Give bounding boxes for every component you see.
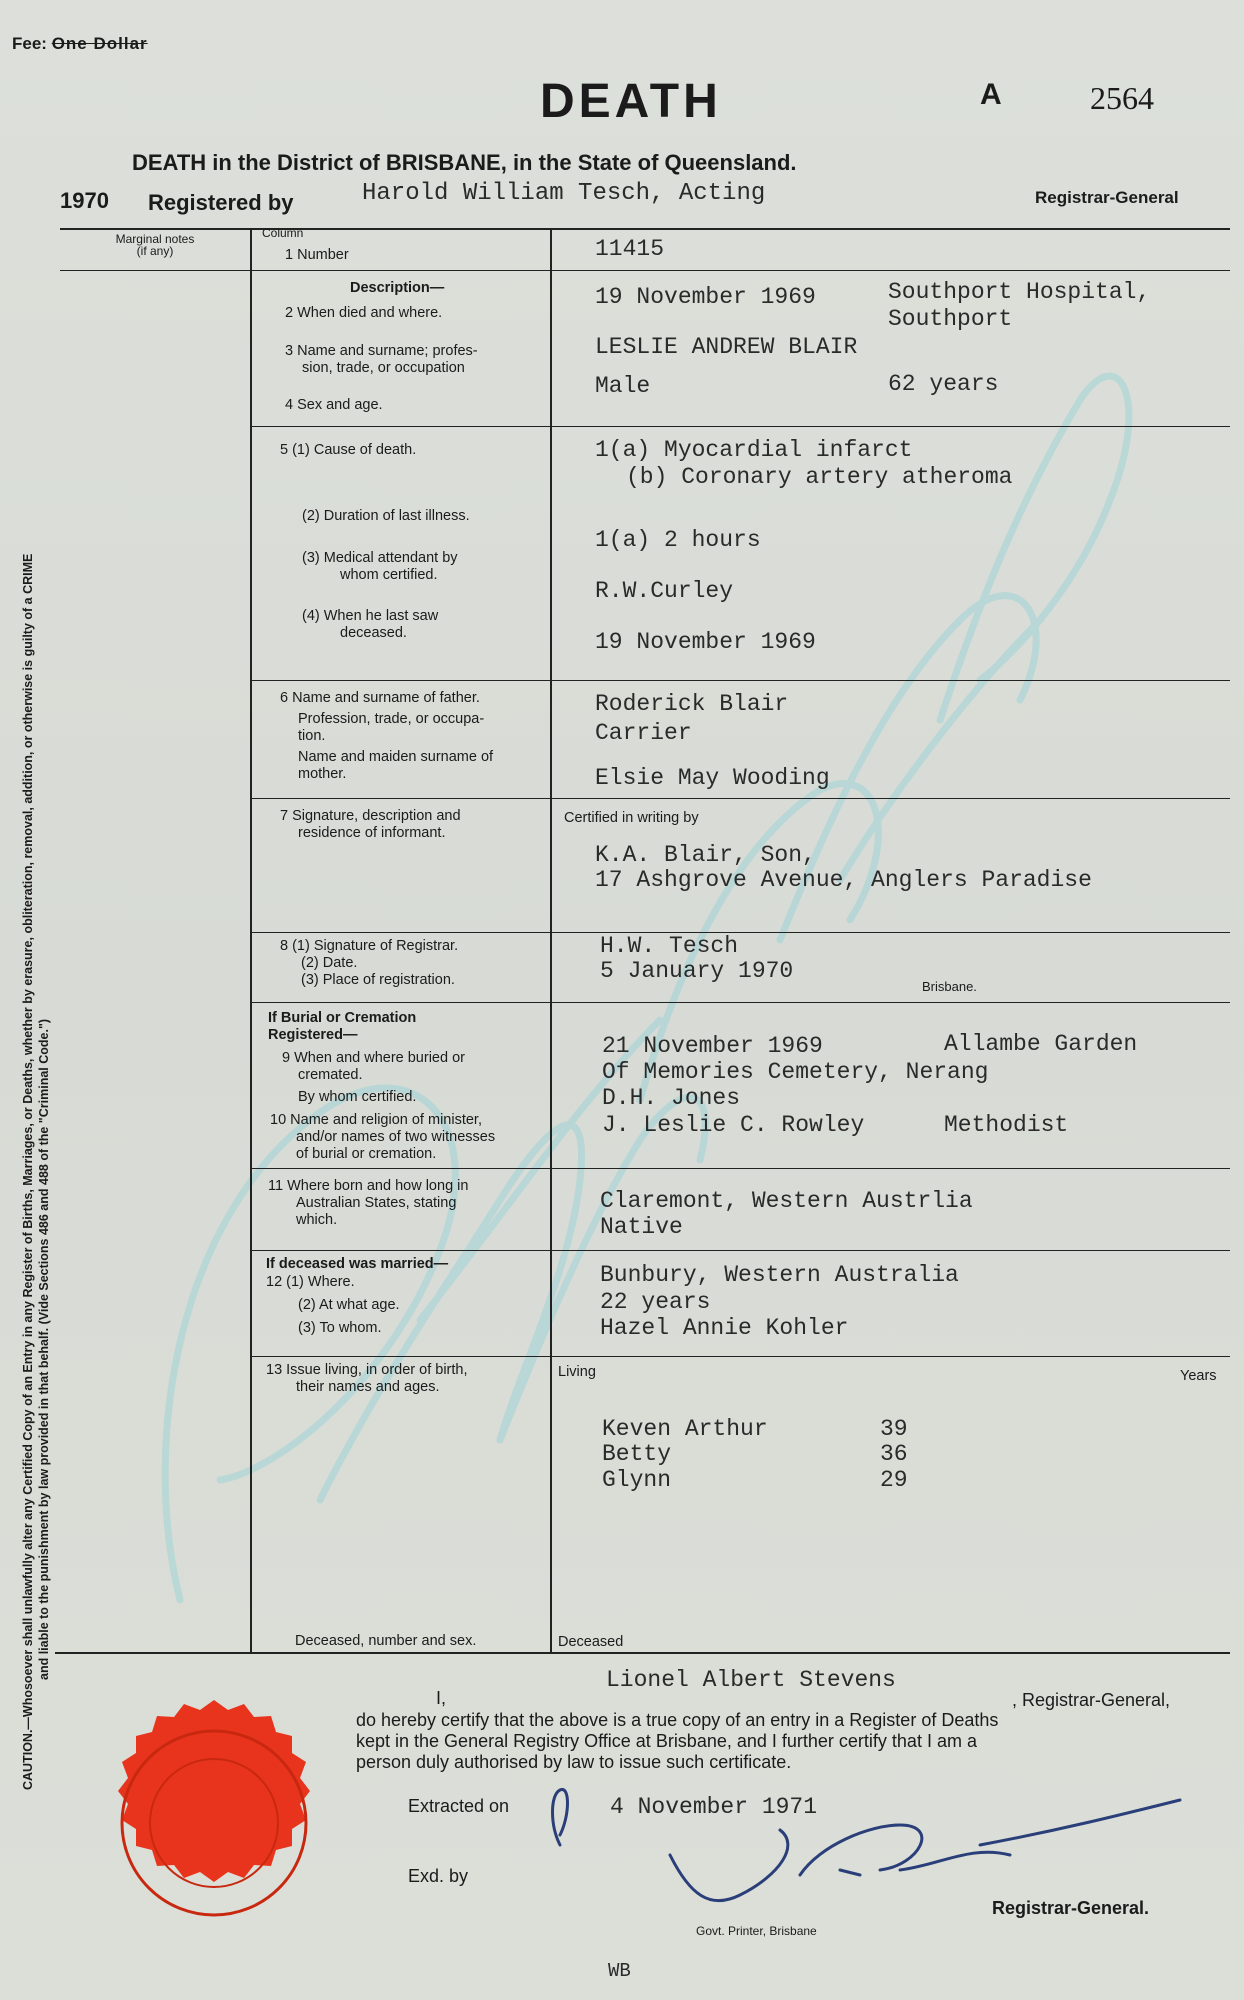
printer-credit: Govt. Printer, Brisbane — [696, 1924, 817, 1938]
minister-religion: Methodist — [944, 1112, 1069, 1138]
entry-number: 11415 — [595, 236, 665, 262]
row-rule — [250, 270, 1230, 271]
certifier-i: I, — [436, 1688, 447, 1708]
label-number: 1 Number — [285, 247, 349, 263]
label-when-died: 2 When died and where. — [285, 305, 443, 321]
informant-1: K.A. Blair, Son, — [595, 842, 816, 868]
certified-in-writing-label: Certified in writing by — [564, 810, 699, 826]
burial-place-2: Of Memories Cemetery, Nerang — [602, 1059, 989, 1085]
caution-line-2: and liable to the punishment by law provided in that behalf. (Vide Sections 486 and 488 of the "Criminal Code.") — [37, 1018, 51, 1680]
label-married: 12 (1) Where. (2) At what age. (3) To whom. — [266, 1274, 400, 1336]
label-cause: 5 (1) Cause of death. — [280, 442, 417, 458]
column-label: Column — [262, 226, 304, 240]
row-rule — [250, 1356, 1230, 1357]
row-rule — [250, 680, 1230, 681]
deceased-sex: Male — [595, 373, 651, 399]
row-rule — [250, 1002, 1230, 1003]
row-rule — [250, 1250, 1230, 1251]
certification-statement: do hereby certify that the above is a true copy of an entry in a Register of Deaths kept in the General Registry Office at Brisbane, and I further certify that I am a person duly authorised by law to issue such certificate. — [356, 1710, 999, 1772]
certifier-name: Lionel Albert Stevens — [606, 1667, 896, 1693]
mother-name: Elsie May Wooding — [595, 765, 830, 791]
label-informant: 7 Signature, description and residence of informant. — [280, 808, 461, 841]
issue-age: 39 — [880, 1416, 908, 1442]
column-divider-left — [250, 228, 252, 1653]
label-minister: 10 Name and religion of minister, and/or names of two witnesses of burial or cremation. — [270, 1112, 496, 1162]
registrar-general-signature-title: Registrar-General. — [992, 1898, 1150, 1918]
row-rule — [250, 1168, 1230, 1169]
last-saw-date: 19 November 1969 — [595, 629, 816, 655]
registrar-general-suffix: , Registrar-General, — [1012, 1690, 1171, 1710]
marginal-notes-label: Marginal notes (if any) — [115, 232, 195, 258]
extracted-on-label: Extracted on — [408, 1796, 510, 1816]
label-married-header: If deceased was married— — [266, 1256, 449, 1272]
label-registrar: 8 (1) Signature of Registrar. (2) Date. (3) Place of registration. — [280, 938, 459, 988]
registrar-name: Harold William Tesch, Acting — [362, 180, 766, 207]
label-description: Description— — [350, 280, 445, 296]
issue-age: 29 — [880, 1467, 908, 1493]
married-where: Bunbury, Western Australia — [600, 1262, 959, 1288]
certificate-number: 2564 — [1090, 80, 1154, 116]
deceased-label: Deceased — [558, 1634, 624, 1650]
informant-2: 17 Ashgrove Avenue, Anglers Paradise — [595, 867, 1092, 893]
native: Native — [600, 1214, 683, 1240]
certificate-letter: A — [980, 78, 1002, 111]
label-burial: 9 When and where buried or cremated. By whom certified. — [282, 1050, 465, 1105]
deceased-name: LESLIE ANDREW BLAIR — [595, 334, 858, 360]
burial-date: 21 November 1969 — [602, 1033, 823, 1059]
code-wb: WB — [608, 1960, 631, 1982]
row-rule — [250, 426, 1230, 427]
cause-a: 1(a) Myocardial infarct — [595, 437, 913, 463]
table-bottom-rule — [55, 1652, 1230, 1654]
registrar-title: Registrar-General — [1035, 188, 1179, 207]
row-rule — [250, 932, 1230, 933]
table-top-rule — [60, 228, 1230, 230]
married-to: Hazel Annie Kohler — [600, 1315, 849, 1341]
place-of-registration: Brisbane. — [922, 979, 977, 994]
label-father: 6 Name and surname of father. Profession, trade, or occupa- tion. Name and maiden surname of mother. — [280, 690, 494, 782]
fee-label: Fee: — [12, 34, 47, 53]
document-title: DEATH — [540, 75, 722, 128]
minister-name: J. Leslie C. Rowley — [602, 1112, 865, 1138]
fee — [12, 34, 148, 54]
column-divider-right — [550, 228, 552, 1653]
birthplace: Claremont, Western Austrlia — [600, 1188, 973, 1214]
label-sex-age: 4 Sex and age. — [285, 397, 383, 413]
district-line: DEATH in the District of BRISBANE, in the State of Queensland. — [132, 150, 797, 175]
label-deceased-number-sex: Deceased, number and sex. — [295, 1633, 477, 1649]
label-medical-attendant: (3) Medical attendant by whom certified. — [302, 550, 458, 583]
cause-b: (b) Coronary artery atheroma — [626, 464, 1013, 490]
father-occupation: Carrier — [595, 720, 692, 746]
death-date: 19 November 1969 — [595, 284, 816, 310]
label-birthplace: 11 Where born and how long in Australian States, stating which. — [268, 1178, 469, 1228]
marginal-rule — [60, 270, 250, 271]
married-age: 22 years — [600, 1289, 711, 1315]
issue-name: Betty — [602, 1441, 672, 1467]
label-last-saw: (4) When he last saw deceased. — [302, 608, 439, 641]
registrar-signature-mark — [540, 1785, 1220, 1925]
exd-by-label: Exd. by — [408, 1866, 469, 1886]
burial-place-1: Allambe Garden — [944, 1031, 1138, 1057]
caution-notice — [20, 210, 52, 1790]
registration-year: 1970 — [60, 188, 109, 213]
row-rule — [250, 798, 1230, 799]
father-name: Roderick Blair — [595, 691, 789, 717]
label-duration: (2) Duration of last illness. — [302, 508, 470, 524]
label-burial-header: If Burial or Cremation Registered— — [268, 1010, 417, 1043]
registrar-signature: H.W. Tesch — [600, 933, 739, 959]
label-issue: 13 Issue living, in order of birth, their names and ages. — [266, 1362, 468, 1395]
extracted-date: 4 November 1971 — [610, 1794, 818, 1820]
deceased-age: 62 years — [888, 371, 999, 397]
registration-date: 5 January 1970 — [600, 958, 794, 984]
medical-attendant: R.W.Curley — [595, 578, 734, 604]
fee-value: One Dollar — [51, 34, 148, 53]
issue-age: 36 — [880, 1441, 908, 1467]
death-place-1: Southport Hospital, — [888, 279, 1151, 305]
living-label: Living — [558, 1364, 596, 1380]
issue-name: Glynn — [602, 1467, 672, 1493]
death-place-2: Southport — [888, 306, 1013, 332]
years-label: Years — [1180, 1368, 1217, 1384]
registered-by-label: Registered by — [148, 190, 294, 215]
label-name: 3 Name and surname; profes- sion, trade, or occupation — [285, 343, 478, 376]
illness-duration: 1(a) 2 hours — [595, 527, 761, 553]
caution-line-1: CAUTION.—Whosoever shall unlawfully alter any Certified Copy of an Entry in any Register of Births, Marriages, or Deaths, whether by erasure, obliteration, removal, addition, or otherwise is guilty of a CRIME — [21, 553, 35, 1790]
official-seal-icon — [72, 1695, 357, 1950]
burial-certified-by: D.H. Jones — [602, 1085, 741, 1111]
issue-name: Keven Arthur — [602, 1416, 768, 1442]
